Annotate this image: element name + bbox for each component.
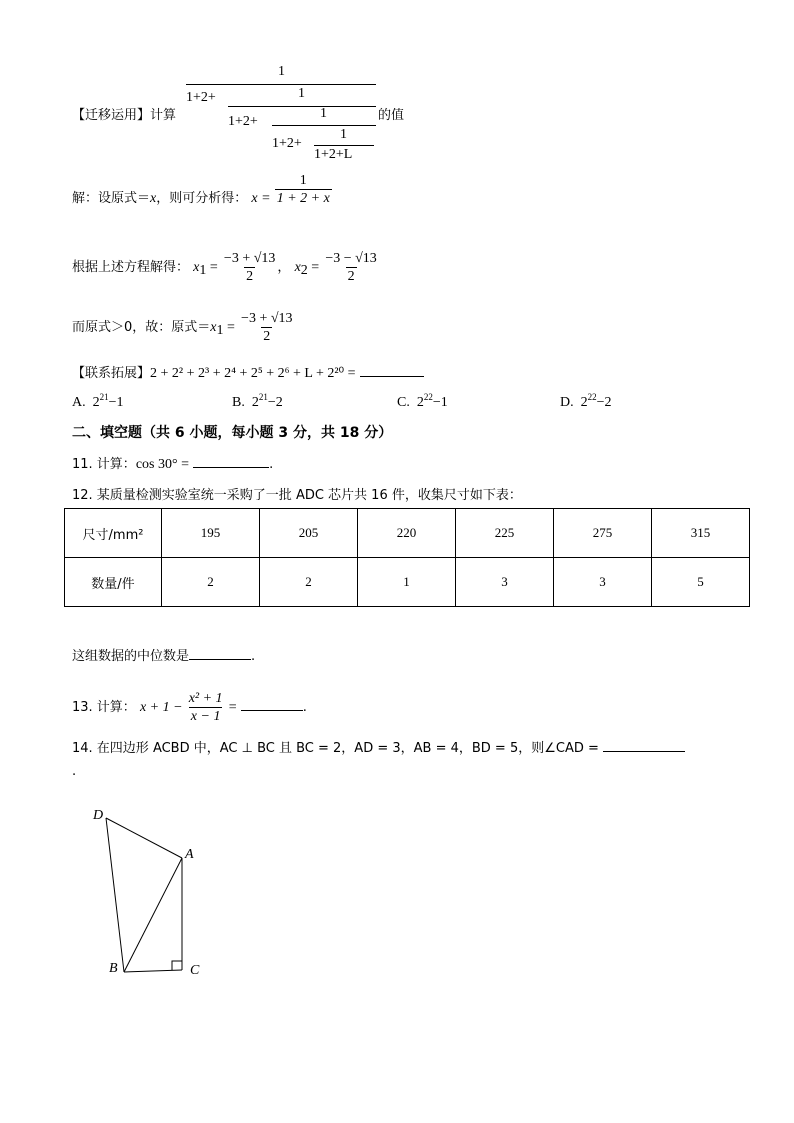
solution-line-1 [72,173,332,207]
table-header-size: 尺寸/mm² [65,509,162,558]
line3-subscript: 1 [216,323,224,338]
option-a-key: A. [72,395,86,410]
solution-line-3: 而原式＞0，故：原式$=x_1$ = $\frac{-3 + √13}{2}$ [72,311,293,344]
cf-level1: 1+2+ [186,90,216,105]
fraction-numerator: 1 [299,173,307,188]
table-cell: 205 [260,509,358,558]
option-a-base: 2 [92,395,100,410]
table-cell: 315 [652,509,750,558]
q11-num: 11. 计算： [72,457,136,472]
table-row [65,509,750,558]
solution-lhs: x = [251,191,271,206]
quadrilateral-figure [88,800,218,985]
edge-DB [106,818,124,972]
cf-one-3: 1 [320,106,327,121]
transfer-suffix: 的值 [378,108,405,123]
x1-denominator: 2 [246,269,254,284]
line3-x: x [210,320,217,335]
q14-text: 14. 在四边形 ACBD 中，AC ⊥ BC 且 BC = 2，AD = 3，AB = 4，BD = 5，则∠CAD = [72,741,599,756]
cf-line-1 [186,84,376,85]
extension-label: 【联系拓展】 [72,366,151,381]
table-cell: 2 [162,558,260,607]
q12-after-text: 这组数据的中位数是 [72,649,190,664]
vertex-label-D: D [93,808,104,823]
option-d-rest: −2 [596,395,612,410]
q11-blank [193,455,269,468]
solution-line2-text: 根据上述方程解得： [72,260,190,275]
x2-subscript: 2 [300,263,308,278]
solution-line1-text: 解：设原式＝ [72,191,151,206]
x2-numerator: −3 − √13 [325,251,377,266]
q13-end: . [302,700,307,715]
question-14 [72,737,685,756]
table-cell: 225 [456,509,554,558]
option-b[interactable] [232,392,283,411]
table-cell: 5 [652,558,750,607]
x1-subscript: 1 [199,263,207,278]
cf-level3: 1+2+ [272,136,302,151]
q14-end: . [72,764,77,779]
solution-line3-text: 而原式＞0，故：原式＝ [72,320,211,335]
q13-numerator: x² + 1 [188,691,223,706]
right-angle-marker [172,961,182,970]
x1-numerator: −3 + √13 [223,251,276,266]
table-header-count: 数量/件 [65,558,162,607]
cf-line-4 [314,145,374,146]
vertex-label-B: B [109,961,118,976]
vertex-label-A: A [185,847,194,862]
vertex-label-C: C [190,963,200,978]
x2-denominator: 2 [347,269,355,284]
section-title: 二、填空题（共 6 小题，每小题 3 分，共 18 分） [72,425,393,441]
table-cell: 1 [358,558,456,607]
table-cell: 2 [260,558,358,607]
option-c[interactable] [397,392,448,411]
q11-expr: cos 30° = [135,457,189,472]
edge-BC [124,970,182,972]
q13-denominator: x − 1 [190,709,221,724]
q13-fraction [187,690,225,725]
line3-numerator: −3 + √13 [241,311,293,326]
option-c-base: 2 [416,395,424,410]
x1-fraction [222,250,277,285]
option-c-exp: 22 [423,392,433,402]
table-cell: 275 [554,509,652,558]
cf-line-3 [272,125,376,126]
edge-DA [106,818,182,858]
solution-line1-mid: ，则可分析得： [156,191,248,206]
solution-line-2: 根据上述方程解得： $x_1$ = $\frac{-3 + √13}{2}$ ， $x_2$ = $\frac{-3 - √13}{2}$ [72,251,377,284]
extension-blank [360,364,424,377]
option-c-key: C. [397,395,410,410]
q12-end: . [251,649,256,664]
option-d-key: D. [560,395,574,410]
x2-symbol: x [294,260,301,275]
option-b-key: B. [232,395,245,410]
table-cell: 220 [358,509,456,558]
option-d[interactable] [560,392,612,411]
continued-fraction [186,64,378,164]
option-b-base: 2 [251,395,259,410]
option-b-rest: −2 [267,395,283,410]
q13-num: 13. 计算： [72,700,136,715]
transfer-label: 【迁移运用】计算 [72,108,177,123]
question-13: 13. 计算： x + 1 − $\frac{\text{x² + 1}}{x - 1}$ = . [72,691,307,724]
option-a-exp: 21 [99,392,109,402]
cf-tail: 1+2+L [314,147,353,162]
cf-one-4: 1 [340,127,347,142]
option-d-base: 2 [580,395,588,410]
table-cell: 195 [162,509,260,558]
option-c-rest: −1 [432,395,448,410]
data-table [64,508,750,607]
table-cell: 3 [456,558,554,607]
fraction-denominator: 1 + 2 + x [276,191,330,206]
cf-line-2 [228,106,376,107]
question-11 [72,453,273,473]
q13-lead: x + 1 − [139,700,183,715]
extension-line [72,362,424,382]
line3-denominator: 2 [263,329,271,344]
option-d-exp: 22 [587,392,597,402]
x2-fraction [323,250,378,285]
table-cell: 3 [554,558,652,607]
edge-AB [124,858,182,972]
q12-after [72,645,255,664]
solution-fraction-1 [275,172,332,207]
extension-expr: 2 + 2² + 2³ + 2⁴ + 2⁵ + 2⁶ + L + 2²⁰ = [150,366,356,381]
q12-blank [189,647,251,660]
option-a-rest: −1 [108,395,124,410]
q13-blank [241,698,303,711]
q12-text: 12. 某质量检测实验室统一采购了一批 ADC 芯片共 16 件，收集尺寸如下表： [72,488,522,503]
cf-one-2: 1 [298,86,305,101]
solution-var-x: x [150,191,157,206]
table-row [65,558,750,607]
option-a[interactable] [72,392,124,411]
option-b-exp: 21 [258,392,268,402]
x-separator: ， [277,260,291,275]
cf-top-one: 1 [278,64,285,79]
q14-blank [603,739,685,752]
cf-level2: 1+2+ [228,114,258,129]
q11-end: . [269,457,274,472]
line3-fraction [239,310,294,345]
x1-symbol: x [193,260,200,275]
